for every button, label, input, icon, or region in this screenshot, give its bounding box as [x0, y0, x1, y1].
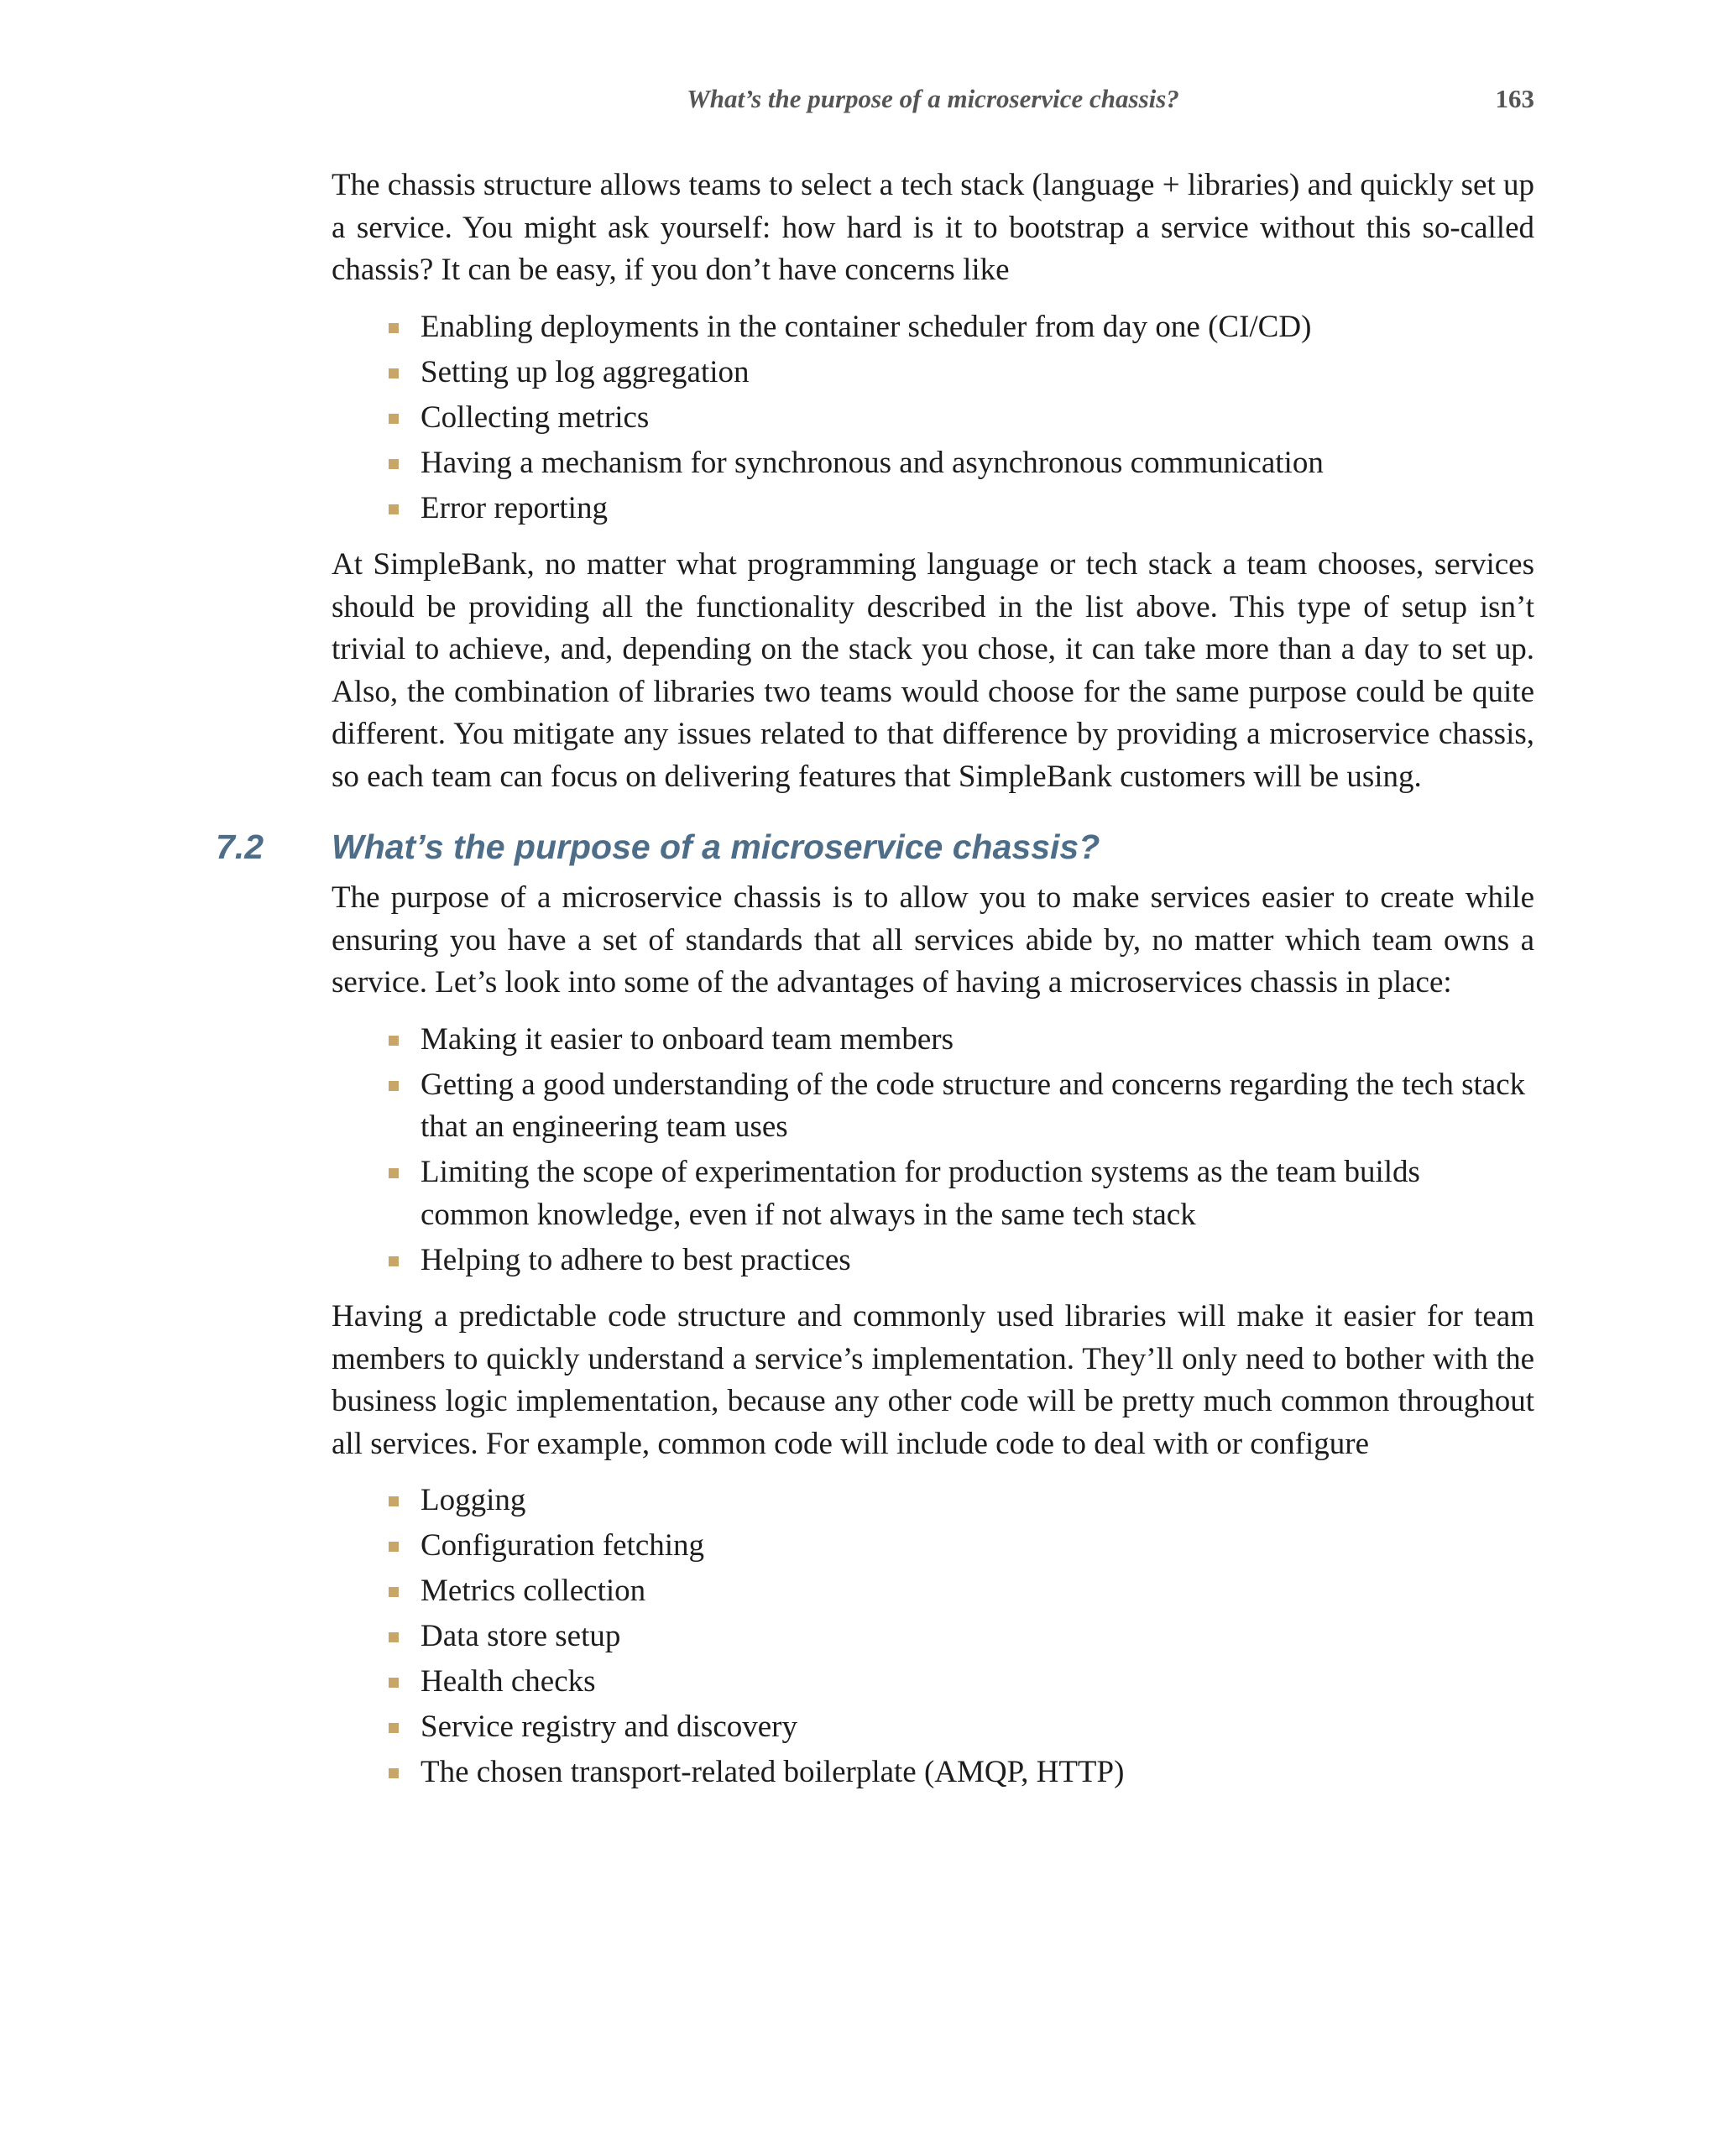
list-item-text: Service registry and discovery	[421, 1710, 797, 1744]
bullet-square-icon	[389, 1768, 399, 1778]
list-item	[421, 306, 1534, 349]
list-item-text: Limiting the scope of experimentation for production systems as the team builds common knowledge, even if not always in the same tech stack	[421, 1155, 1420, 1232]
list-item	[421, 1019, 1534, 1062]
running-title: What’s the purpose of a microservice chassis?	[687, 84, 1179, 113]
list-item	[421, 397, 1534, 440]
simplebank-paragraph: At SimpleBank, no matter what programming language or tech stack a team chooses, services should be providing all the functionality described in the list above. This type of setup isn’t trivial to achieve, and, depending on the stack you chose, it can take more than a day to set up. Also, the combination of libraries two teams would choose for the same purpose could be quite different. You mitigate any issues related to that difference by providing a microservice chassis, so each team can focus on delivering features that SimpleBank customers will be using.	[332, 547, 1534, 794]
bullet-square-icon	[389, 1723, 399, 1733]
section-heading	[216, 823, 1534, 870]
list-item-text: The chosen transport-related boilerplate (AMQP, HTTP)	[421, 1755, 1125, 1789]
list-item-text: Collecting metrics	[421, 399, 650, 435]
common-code-paragraph: Having a predictable code structure and commonly used libraries will make it easier for team members to quickly understand a service’s implementation. They’ll only need to bother with the business logic implementation, because any other code will be pretty much common throughout all services. For example, common code will include code to deal with or configure	[332, 1299, 1534, 1461]
bullet-square-icon	[389, 1632, 399, 1642]
list-item-text: Metrics collection	[421, 1574, 646, 1608]
list-item-text: Setting up log aggregation	[421, 354, 750, 389]
list-item-text: Helping to adhere to best practices	[421, 1242, 851, 1277]
list-item-text: Configuration fetching	[421, 1528, 705, 1563]
concerns-list	[332, 306, 1534, 530]
bullet-square-icon	[389, 504, 399, 514]
list-item	[421, 442, 1534, 485]
list-item	[421, 1661, 1534, 1704]
bullet-square-icon	[389, 1542, 399, 1552]
page-body	[216, 164, 1534, 1809]
advantages-list	[332, 1019, 1534, 1282]
list-item-text: Making it easier to onboard team members	[421, 1021, 954, 1057]
bullet-square-icon	[389, 323, 399, 333]
list-item	[421, 1525, 1534, 1568]
list-item-text: Enabling deployments in the container scheduler from day one (CI/CD)	[421, 309, 1312, 344]
bullet-square-icon	[389, 1081, 399, 1091]
section-title: What’s the purpose of a microservice chassis?	[332, 827, 1100, 866]
page-number: 163	[1495, 84, 1534, 113]
bullet-square-icon	[389, 1678, 399, 1688]
list-item	[421, 1570, 1534, 1613]
bullet-square-icon	[389, 1587, 399, 1597]
bullet-square-icon	[389, 459, 399, 469]
intro-paragraph: The chassis structure allows teams to select a tech stack (language + libraries) and quickly set up a service. You might ask yourself: how hard is it to bootstrap a service without this so-called chassis? It can be easy, if you don’t have concerns like	[332, 168, 1534, 287]
bullet-square-icon	[389, 1256, 399, 1266]
list-item-text: Error reporting	[421, 490, 608, 525]
list-item	[421, 1706, 1534, 1749]
list-item	[421, 1151, 1534, 1236]
list-item	[421, 1064, 1534, 1149]
list-item-text: Health checks	[421, 1664, 596, 1699]
section-number: 7.2	[216, 827, 264, 866]
bullet-square-icon	[389, 368, 399, 378]
list-item	[421, 1616, 1534, 1658]
list-item	[421, 488, 1534, 530]
list-item	[421, 1751, 1534, 1794]
list-item-text: Logging	[421, 1483, 526, 1517]
list-item	[421, 1240, 1534, 1282]
list-item	[421, 1480, 1534, 1522]
list-item	[421, 352, 1534, 394]
bullet-square-icon	[389, 1496, 399, 1506]
list-item-text: Data store setup	[421, 1619, 621, 1653]
purpose-paragraph: The purpose of a microservice chassis is to allow you to make services easier to create while ensuring you have a set of standards that all services abide by, no matter which team owns a service. Let’s look into some of the advantages of having a microservices chassis in place:	[332, 880, 1534, 1000]
running-head	[332, 81, 1534, 117]
list-item-text: Having a mechanism for synchronous and asynchronous communication	[421, 445, 1324, 480]
common-code-list	[332, 1480, 1534, 1794]
bullet-square-icon	[389, 414, 399, 424]
bullet-square-icon	[389, 1168, 399, 1178]
list-item-text: Getting a good understanding of the code structure and concerns regarding the tech stack that an engineering team uses	[421, 1067, 1526, 1144]
bullet-square-icon	[389, 1036, 399, 1046]
